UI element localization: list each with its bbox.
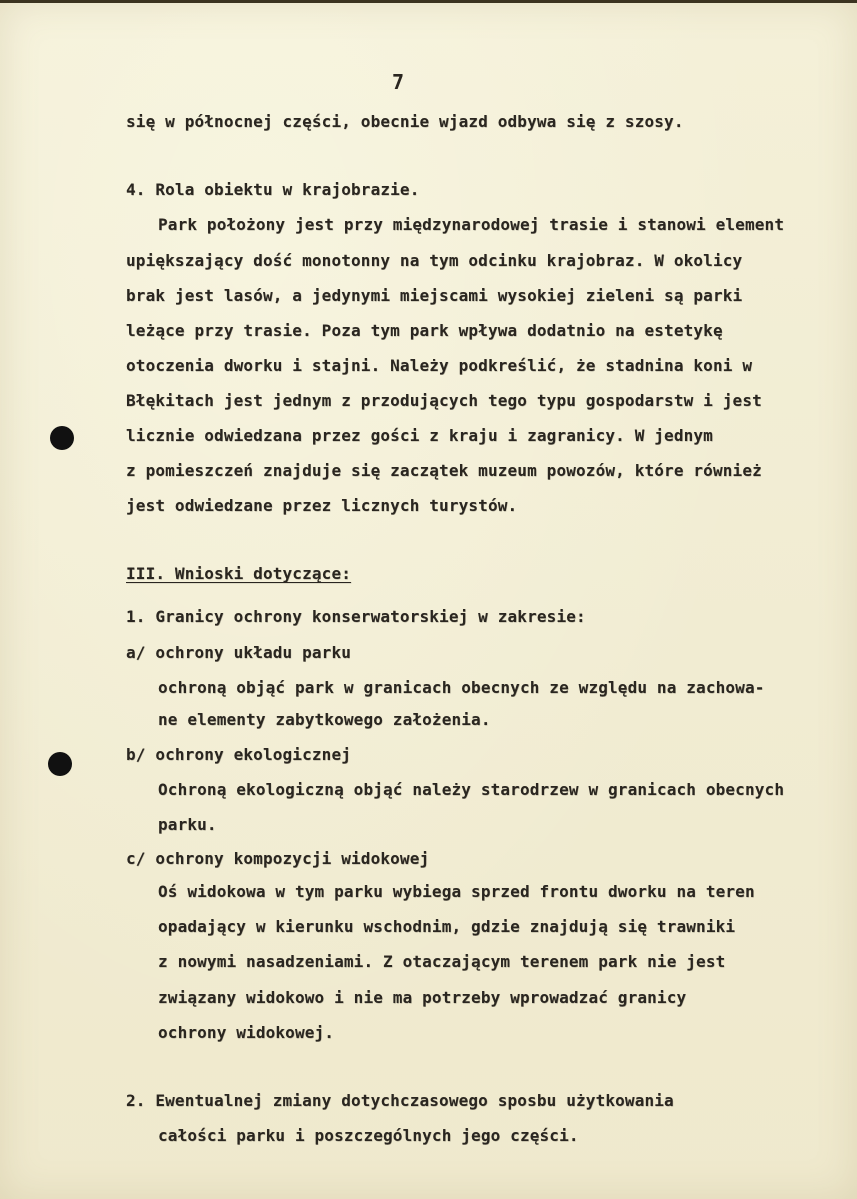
section-4-line: jest odwiedzane przez licznych turystów. [126,496,518,515]
item-2-line: 2. Ewentualnej zmiany dotychczasowego sposbu użytkowania [126,1091,674,1110]
item-b-line: Ochroną ekologiczną objąć należy starodrzew w granicach obecnych [158,780,785,799]
section-4-line: z pomieszczeń znajduje się zaczątek muzeum powozów, które również [126,461,762,480]
section-4-line: otoczenia dworku i stajni. Należy podkreślić, że stadnina koni w [126,356,753,375]
item-c-line: z nowymi nasadzeniami. Z otaczającym terenem park nie jest [158,952,726,971]
continuation-line: się w północnej części, obecnie wjazd odbywa się z szosy. [126,112,684,131]
item-c-heading: c/ ochrony kompozycji widokowej [126,849,430,868]
item-c-line: Oś widokowa w tym parku wybiega sprzed frontu dworku na teren [158,882,755,901]
punch-hole-lower [48,752,72,776]
item-2-line: całości parku i poszczególnych jego części. [158,1126,579,1145]
section-4-heading: 4. Rola obiektu w krajobrazie. [126,180,420,199]
page-number: 7 [392,70,405,94]
item-1-heading: 1. Granicy ochrony konserwatorskiej w zakresie: [126,607,586,626]
section-4-line: Błękitach jest jednym z przodujących tego typu gospodarstw i jest [126,391,762,410]
item-c-line: ochrony widokowej. [158,1023,335,1042]
section-4-line: licznie odwiedzana przez gości z kraju i zagranicy. W jednym [126,426,713,445]
scan-top-edge [0,0,857,3]
section-4-line: Park położony jest przy międzynarodowej trasie i stanowi element [158,215,785,234]
section-3-heading: III. Wnioski dotyczące: [126,564,352,583]
item-a-line: ochroną objąć park w granicach obecnych ze względu na zachowa- [158,678,765,697]
section-4-line: leżące przy trasie. Poza tym park wpływa dodatnio na estetykę [126,321,723,340]
section-4-line: brak jest lasów, a jedynymi miejscami wysokiej zieleni są parki [126,286,743,305]
item-a-line: ne elementy zabytkowego założenia. [158,710,491,729]
punch-hole-upper [50,426,74,450]
item-c-line: opadający w kierunku wschodnim, gdzie znajdują się trawniki [158,917,736,936]
item-c-line: związany widokowo i nie ma potrzeby wprowadzać granicy [158,988,687,1007]
section-4-line: upiększający dość monotonny na tym odcinku krajobraz. W okolicy [126,251,743,270]
item-b-heading: b/ ochrony ekologicznej [126,745,352,764]
item-a-heading: a/ ochrony układu parku [126,643,352,662]
item-b-line: parku. [158,815,217,834]
